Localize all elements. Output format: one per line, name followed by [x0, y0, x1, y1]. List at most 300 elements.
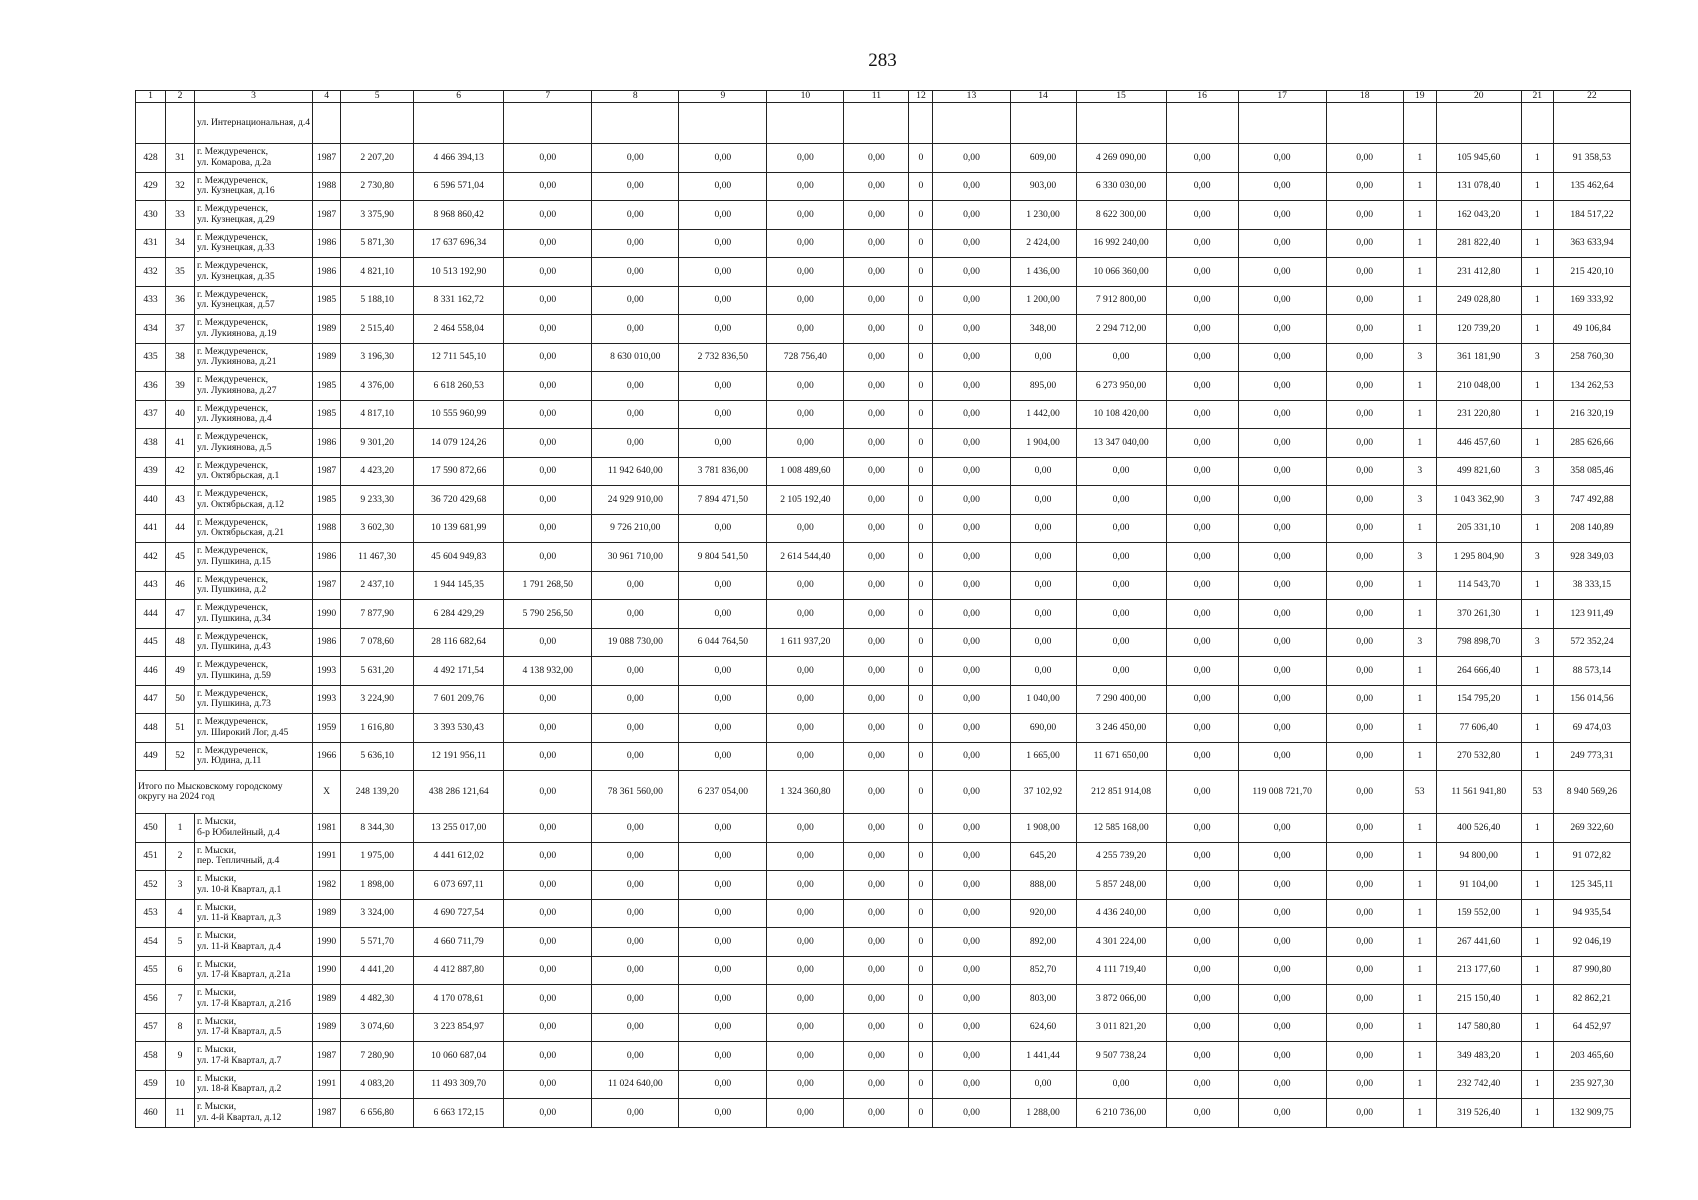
value-cell-15: 5 857 248,00 [1076, 871, 1166, 900]
value-cell-10: 0,00 [767, 814, 844, 843]
row-number-cell: 460 [136, 1099, 166, 1128]
value-cell-16: 0,00 [1166, 956, 1238, 985]
value-cell-13: 0,00 [933, 1013, 1010, 1042]
empty-cell [592, 103, 679, 144]
value-cell-22: 94 935,54 [1553, 899, 1630, 928]
value-cell-17: 0,00 [1238, 657, 1326, 686]
address-cell: г. Междуреченск, ул. Пушкина, д.2 [195, 571, 313, 600]
value-cell-12: 0 [909, 771, 933, 814]
table-row [136, 429, 1631, 458]
value-cell-10: 0,00 [767, 172, 844, 201]
value-cell-10: 0,00 [767, 400, 844, 429]
value-cell-15: 6 210 736,00 [1076, 1099, 1166, 1128]
value-cell-13: 0,00 [933, 985, 1010, 1014]
value-cell-11: 0,00 [844, 429, 909, 458]
year-cell: 1987 [313, 144, 341, 173]
value-cell-6: 2 464 558,04 [414, 315, 504, 344]
table-row [136, 657, 1631, 686]
year-cell: 1990 [313, 600, 341, 629]
value-cell-22: 203 465,60 [1553, 1042, 1630, 1071]
value-cell-16: 0,00 [1166, 928, 1238, 957]
value-cell-9: 0,00 [679, 899, 767, 928]
value-cell-10: 2 614 544,40 [767, 543, 844, 572]
value-cell-7: 0,00 [504, 343, 592, 372]
address-cell: г. Междуреченск, ул. Лукиянова, д.4 [195, 400, 313, 429]
value-cell-10: 0,00 [767, 1042, 844, 1071]
year-cell: 1985 [313, 286, 341, 315]
table-row [136, 201, 1631, 230]
address-cell: г. Междуреченск, ул. Октябрьская, д.12 [195, 486, 313, 515]
column-number-9: 9 [679, 91, 767, 103]
value-cell-6: 10 513 192,90 [414, 258, 504, 287]
value-cell-22: 216 320,19 [1553, 400, 1630, 429]
empty-cell [933, 103, 1010, 144]
value-cell-6: 13 255 017,00 [414, 814, 504, 843]
column-number-14: 14 [1010, 91, 1076, 103]
row-number-cell: 445 [136, 628, 166, 657]
value-cell-15: 12 585 168,00 [1076, 814, 1166, 843]
table-row [136, 685, 1631, 714]
value-cell-14: 0,00 [1010, 657, 1076, 686]
value-cell-17: 0,00 [1238, 571, 1326, 600]
row-number-cell: 450 [136, 814, 166, 843]
value-cell-5: 2 515,40 [341, 315, 414, 344]
value-cell-22: 82 862,21 [1553, 985, 1630, 1014]
value-cell-17: 0,00 [1238, 714, 1326, 743]
row-number-cell: 448 [136, 714, 166, 743]
value-cell-6: 6 284 429,29 [414, 600, 504, 629]
value-cell-9: 0,00 [679, 871, 767, 900]
row-number-cell: 458 [136, 1042, 166, 1071]
value-cell-17: 0,00 [1238, 400, 1326, 429]
value-cell-19: 3 [1403, 486, 1436, 515]
value-cell-7: 1 791 268,50 [504, 571, 592, 600]
row-number-cell: 453 [136, 899, 166, 928]
year-cell: 1993 [313, 657, 341, 686]
table-row [136, 514, 1631, 543]
value-cell-17: 0,00 [1238, 928, 1326, 957]
value-cell-16: 0,00 [1166, 814, 1238, 843]
local-number-cell: 10 [166, 1070, 195, 1099]
value-cell-22: 132 909,75 [1553, 1099, 1630, 1128]
value-cell-16: 0,00 [1166, 429, 1238, 458]
table-row [136, 742, 1631, 771]
value-cell-19: 3 [1403, 343, 1436, 372]
value-cell-21: 1 [1521, 229, 1553, 258]
value-cell-11: 0,00 [844, 315, 909, 344]
value-cell-15: 9 507 738,24 [1076, 1042, 1166, 1071]
value-cell-10: 0,00 [767, 600, 844, 629]
row-number-cell: 443 [136, 571, 166, 600]
value-cell-18: 0,00 [1326, 286, 1403, 315]
value-cell-18: 0,00 [1326, 657, 1403, 686]
value-cell-7: 0,00 [504, 429, 592, 458]
empty-cell [1076, 103, 1166, 144]
value-cell-6: 4 170 078,61 [414, 985, 504, 1014]
value-cell-22: 88 573,14 [1553, 657, 1630, 686]
local-number-cell: 4 [166, 899, 195, 928]
table-row [136, 1099, 1631, 1128]
value-cell-11: 0,00 [844, 814, 909, 843]
value-cell-8: 0,00 [592, 985, 679, 1014]
value-cell-11: 0,00 [844, 229, 909, 258]
value-cell-18: 0,00 [1326, 842, 1403, 871]
value-cell-15: 0,00 [1076, 486, 1166, 515]
address-cell: г. Мыски, б-р Юбилейный, д.4 [195, 814, 313, 843]
value-cell-20: 1 043 362,90 [1436, 486, 1521, 515]
value-cell-10: 1 611 937,20 [767, 628, 844, 657]
value-cell-8: 0,00 [592, 286, 679, 315]
address-cell: г. Мыски, ул. 18-й Квартал, д.2 [195, 1070, 313, 1099]
value-cell-14: 1 665,00 [1010, 742, 1076, 771]
value-cell-9: 6 237 054,00 [679, 771, 767, 814]
value-cell-19: 1 [1403, 201, 1436, 230]
value-cell-14: 0,00 [1010, 1070, 1076, 1099]
value-cell-7: 0,00 [504, 842, 592, 871]
row-number-cell: 438 [136, 429, 166, 458]
table-row [136, 343, 1631, 372]
local-number-cell: 46 [166, 571, 195, 600]
value-cell-16: 0,00 [1166, 343, 1238, 372]
value-cell-16: 0,00 [1166, 899, 1238, 928]
value-cell-8: 0,00 [592, 315, 679, 344]
row-number-cell: 428 [136, 144, 166, 173]
value-cell-13: 0,00 [933, 1070, 1010, 1099]
value-cell-17: 119 008 721,70 [1238, 771, 1326, 814]
empty-cell [313, 103, 341, 144]
column-number-7: 7 [504, 91, 592, 103]
value-cell-12: 0 [909, 1099, 933, 1128]
value-cell-9: 6 044 764,50 [679, 628, 767, 657]
value-cell-12: 0 [909, 742, 933, 771]
empty-cell [909, 103, 933, 144]
local-number-cell: 45 [166, 543, 195, 572]
year-cell: 1989 [313, 899, 341, 928]
value-cell-9: 0,00 [679, 144, 767, 173]
address-cell: г. Междуреченск, ул. Кузнецкая, д.35 [195, 258, 313, 287]
year-cell: 1989 [313, 1013, 341, 1042]
value-cell-13: 0,00 [933, 871, 1010, 900]
value-cell-5: 4 083,20 [341, 1070, 414, 1099]
value-cell-5: 8 344,30 [341, 814, 414, 843]
value-cell-19: 1 [1403, 372, 1436, 401]
value-cell-18: 0,00 [1326, 571, 1403, 600]
table-row [136, 457, 1631, 486]
value-cell-17: 0,00 [1238, 429, 1326, 458]
value-cell-15: 2 294 712,00 [1076, 315, 1166, 344]
value-cell-15: 3 246 450,00 [1076, 714, 1166, 743]
value-cell-8: 0,00 [592, 429, 679, 458]
local-number-cell: 34 [166, 229, 195, 258]
value-cell-21: 1 [1521, 1013, 1553, 1042]
empty-cell [1436, 103, 1521, 144]
value-cell-10: 0,00 [767, 429, 844, 458]
value-cell-17: 0,00 [1238, 286, 1326, 315]
value-cell-8: 0,00 [592, 928, 679, 957]
value-cell-12: 0 [909, 229, 933, 258]
total-row [136, 771, 1631, 814]
value-cell-8: 0,00 [592, 657, 679, 686]
value-cell-20: 349 483,20 [1436, 1042, 1521, 1071]
value-cell-12: 0 [909, 372, 933, 401]
value-cell-19: 1 [1403, 899, 1436, 928]
year-cell: 1982 [313, 871, 341, 900]
value-cell-11: 0,00 [844, 258, 909, 287]
value-cell-9: 0,00 [679, 685, 767, 714]
value-cell-22: 38 333,15 [1553, 571, 1630, 600]
value-cell-11: 0,00 [844, 543, 909, 572]
value-cell-22: 208 140,89 [1553, 514, 1630, 543]
value-cell-6: 6 596 571,04 [414, 172, 504, 201]
value-cell-13: 0,00 [933, 956, 1010, 985]
value-cell-8: 11 942 640,00 [592, 457, 679, 486]
value-cell-12: 0 [909, 400, 933, 429]
column-number-row [136, 91, 1631, 103]
local-number-cell: 35 [166, 258, 195, 287]
column-number-20: 20 [1436, 91, 1521, 103]
row-number-cell: 441 [136, 514, 166, 543]
value-cell-15: 0,00 [1076, 600, 1166, 629]
value-cell-9: 0,00 [679, 814, 767, 843]
value-cell-17: 0,00 [1238, 486, 1326, 515]
row-number-cell: 429 [136, 172, 166, 201]
table-row [136, 486, 1631, 515]
value-cell-20: 105 945,60 [1436, 144, 1521, 173]
value-cell-6: 12 711 545,10 [414, 343, 504, 372]
value-cell-15: 4 301 224,00 [1076, 928, 1166, 957]
value-cell-9: 0,00 [679, 1099, 767, 1128]
value-cell-10: 1 008 489,60 [767, 457, 844, 486]
value-cell-22: 134 262,53 [1553, 372, 1630, 401]
value-cell-22: 125 345,11 [1553, 871, 1630, 900]
page-number: 283 [868, 50, 897, 71]
value-cell-9: 0,00 [679, 714, 767, 743]
value-cell-14: 348,00 [1010, 315, 1076, 344]
value-cell-17: 0,00 [1238, 956, 1326, 985]
value-cell-20: 232 742,40 [1436, 1070, 1521, 1099]
value-cell-16: 0,00 [1166, 229, 1238, 258]
address-cell: г. Междуреченск, ул. Октябрьская, д.21 [195, 514, 313, 543]
value-cell-4: X [313, 771, 341, 814]
value-cell-15: 4 436 240,00 [1076, 899, 1166, 928]
value-cell-5: 11 467,30 [341, 543, 414, 572]
value-cell-5: 4 376,00 [341, 372, 414, 401]
value-cell-14: 892,00 [1010, 928, 1076, 957]
value-cell-20: 77 606,40 [1436, 714, 1521, 743]
value-cell-13: 0,00 [933, 571, 1010, 600]
value-cell-11: 0,00 [844, 956, 909, 985]
value-cell-11: 0,00 [844, 400, 909, 429]
local-number-cell: 32 [166, 172, 195, 201]
column-number-2: 2 [166, 91, 195, 103]
value-cell-5: 4 821,10 [341, 258, 414, 287]
value-cell-22: 123 911,49 [1553, 600, 1630, 629]
value-cell-21: 1 [1521, 842, 1553, 871]
value-cell-19: 1 [1403, 1013, 1436, 1042]
value-cell-19: 1 [1403, 685, 1436, 714]
value-cell-12: 0 [909, 1042, 933, 1071]
value-cell-6: 10 139 681,99 [414, 514, 504, 543]
value-cell-21: 1 [1521, 1042, 1553, 1071]
value-cell-10: 0,00 [767, 685, 844, 714]
value-cell-8: 0,00 [592, 172, 679, 201]
value-cell-11: 0,00 [844, 1099, 909, 1128]
value-cell-17: 0,00 [1238, 842, 1326, 871]
value-cell-9: 0,00 [679, 928, 767, 957]
value-cell-19: 3 [1403, 457, 1436, 486]
address-cell: г. Междуреченск, ул. Пушкина, д.43 [195, 628, 313, 657]
value-cell-12: 0 [909, 201, 933, 230]
value-cell-6: 14 079 124,26 [414, 429, 504, 458]
value-cell-22: 169 333,92 [1553, 286, 1630, 315]
local-number-cell: 31 [166, 144, 195, 173]
value-cell-6: 10 060 687,04 [414, 1042, 504, 1071]
row-number-cell: 451 [136, 842, 166, 871]
year-cell: 1991 [313, 1070, 341, 1099]
empty-cell [136, 103, 166, 144]
address-cell: г. Мыски, ул. 11-й Квартал, д.3 [195, 899, 313, 928]
value-cell-13: 0,00 [933, 814, 1010, 843]
value-cell-20: 231 412,80 [1436, 258, 1521, 287]
value-cell-11: 0,00 [844, 1042, 909, 1071]
empty-cell [1010, 103, 1076, 144]
empty-cell [414, 103, 504, 144]
value-cell-19: 1 [1403, 985, 1436, 1014]
value-cell-18: 0,00 [1326, 372, 1403, 401]
value-cell-10: 0,00 [767, 514, 844, 543]
year-cell: 1990 [313, 956, 341, 985]
row-number-cell: 455 [136, 956, 166, 985]
empty-cell [1166, 103, 1238, 144]
row-number-cell: 439 [136, 457, 166, 486]
value-cell-5: 7 280,90 [341, 1042, 414, 1071]
value-cell-19: 1 [1403, 258, 1436, 287]
value-cell-10: 0,00 [767, 286, 844, 315]
value-cell-7: 0,00 [504, 258, 592, 287]
address-cell: г. Междуреченск, ул. Лукиянова, д.21 [195, 343, 313, 372]
value-cell-15: 10 066 360,00 [1076, 258, 1166, 287]
value-cell-9: 0,00 [679, 742, 767, 771]
value-cell-7: 0,00 [504, 1099, 592, 1128]
value-cell-7: 0,00 [504, 543, 592, 572]
table-row [136, 871, 1631, 900]
value-cell-12: 0 [909, 144, 933, 173]
column-number-10: 10 [767, 91, 844, 103]
value-cell-7: 0,00 [504, 1042, 592, 1071]
value-cell-21: 1 [1521, 685, 1553, 714]
value-cell-10: 0,00 [767, 742, 844, 771]
table-row [136, 571, 1631, 600]
row-number-cell: 435 [136, 343, 166, 372]
value-cell-14: 0,00 [1010, 486, 1076, 515]
value-cell-5: 7 877,90 [341, 600, 414, 629]
value-cell-22: 8 940 569,26 [1553, 771, 1630, 814]
value-cell-8: 0,00 [592, 571, 679, 600]
local-number-cell: 39 [166, 372, 195, 401]
value-cell-15: 0,00 [1076, 543, 1166, 572]
year-cell: 1989 [313, 985, 341, 1014]
value-cell-7: 0,00 [504, 871, 592, 900]
value-cell-14: 1 904,00 [1010, 429, 1076, 458]
value-cell-5: 9 301,20 [341, 429, 414, 458]
value-cell-5: 3 074,60 [341, 1013, 414, 1042]
value-cell-17: 0,00 [1238, 742, 1326, 771]
value-cell-11: 0,00 [844, 871, 909, 900]
value-cell-20: 94 800,00 [1436, 842, 1521, 871]
value-cell-21: 1 [1521, 172, 1553, 201]
value-cell-7: 0,00 [504, 315, 592, 344]
value-cell-5: 5 871,30 [341, 229, 414, 258]
value-cell-11: 0,00 [844, 343, 909, 372]
year-cell: 1987 [313, 571, 341, 600]
value-cell-5: 4 423,20 [341, 457, 414, 486]
value-cell-18: 0,00 [1326, 201, 1403, 230]
value-cell-9: 0,00 [679, 600, 767, 629]
value-cell-16: 0,00 [1166, 400, 1238, 429]
value-cell-21: 1 [1521, 871, 1553, 900]
value-cell-18: 0,00 [1326, 899, 1403, 928]
value-cell-22: 92 046,19 [1553, 928, 1630, 957]
value-cell-22: 258 760,30 [1553, 343, 1630, 372]
value-cell-13: 0,00 [933, 685, 1010, 714]
value-cell-10: 0,00 [767, 657, 844, 686]
value-cell-12: 0 [909, 514, 933, 543]
value-cell-5: 4 817,10 [341, 400, 414, 429]
value-cell-18: 0,00 [1326, 714, 1403, 743]
value-cell-10: 0,00 [767, 201, 844, 230]
value-cell-15: 4 255 739,20 [1076, 842, 1166, 871]
column-number-12: 12 [909, 91, 933, 103]
address-cell: г. Междуреченск, ул. Лукиянова, д.27 [195, 372, 313, 401]
value-cell-17: 0,00 [1238, 814, 1326, 843]
row-number-cell: 457 [136, 1013, 166, 1042]
value-cell-14: 1 442,00 [1010, 400, 1076, 429]
value-cell-21: 1 [1521, 286, 1553, 315]
value-cell-13: 0,00 [933, 343, 1010, 372]
value-cell-18: 0,00 [1326, 956, 1403, 985]
value-cell-7: 0,00 [504, 172, 592, 201]
value-cell-14: 852,70 [1010, 956, 1076, 985]
value-cell-12: 0 [909, 600, 933, 629]
year-cell: 1985 [313, 372, 341, 401]
value-cell-20: 159 552,00 [1436, 899, 1521, 928]
column-number-3: 3 [195, 91, 313, 103]
row-number-cell: 456 [136, 985, 166, 1014]
value-cell-16: 0,00 [1166, 685, 1238, 714]
value-cell-8: 78 361 560,00 [592, 771, 679, 814]
year-cell: 1987 [313, 201, 341, 230]
address-cell: г. Мыски, пер. Тепличный, д.4 [195, 842, 313, 871]
value-cell-20: 154 795,20 [1436, 685, 1521, 714]
column-number-22: 22 [1553, 91, 1630, 103]
value-cell-21: 1 [1521, 985, 1553, 1014]
value-cell-18: 0,00 [1326, 457, 1403, 486]
value-cell-19: 1 [1403, 814, 1436, 843]
value-cell-7: 0,00 [504, 685, 592, 714]
empty-cell [767, 103, 844, 144]
value-cell-14: 1 288,00 [1010, 1099, 1076, 1128]
value-cell-17: 0,00 [1238, 1042, 1326, 1071]
column-number-6: 6 [414, 91, 504, 103]
value-cell-12: 0 [909, 985, 933, 1014]
address-cell: г. Междуреченск, ул. Лукиянова, д.19 [195, 315, 313, 344]
value-cell-7: 0,00 [504, 899, 592, 928]
value-cell-5: 4 482,30 [341, 985, 414, 1014]
table-row [136, 1070, 1631, 1099]
value-cell-17: 0,00 [1238, 1099, 1326, 1128]
value-cell-21: 1 [1521, 201, 1553, 230]
value-cell-19: 1 [1403, 714, 1436, 743]
